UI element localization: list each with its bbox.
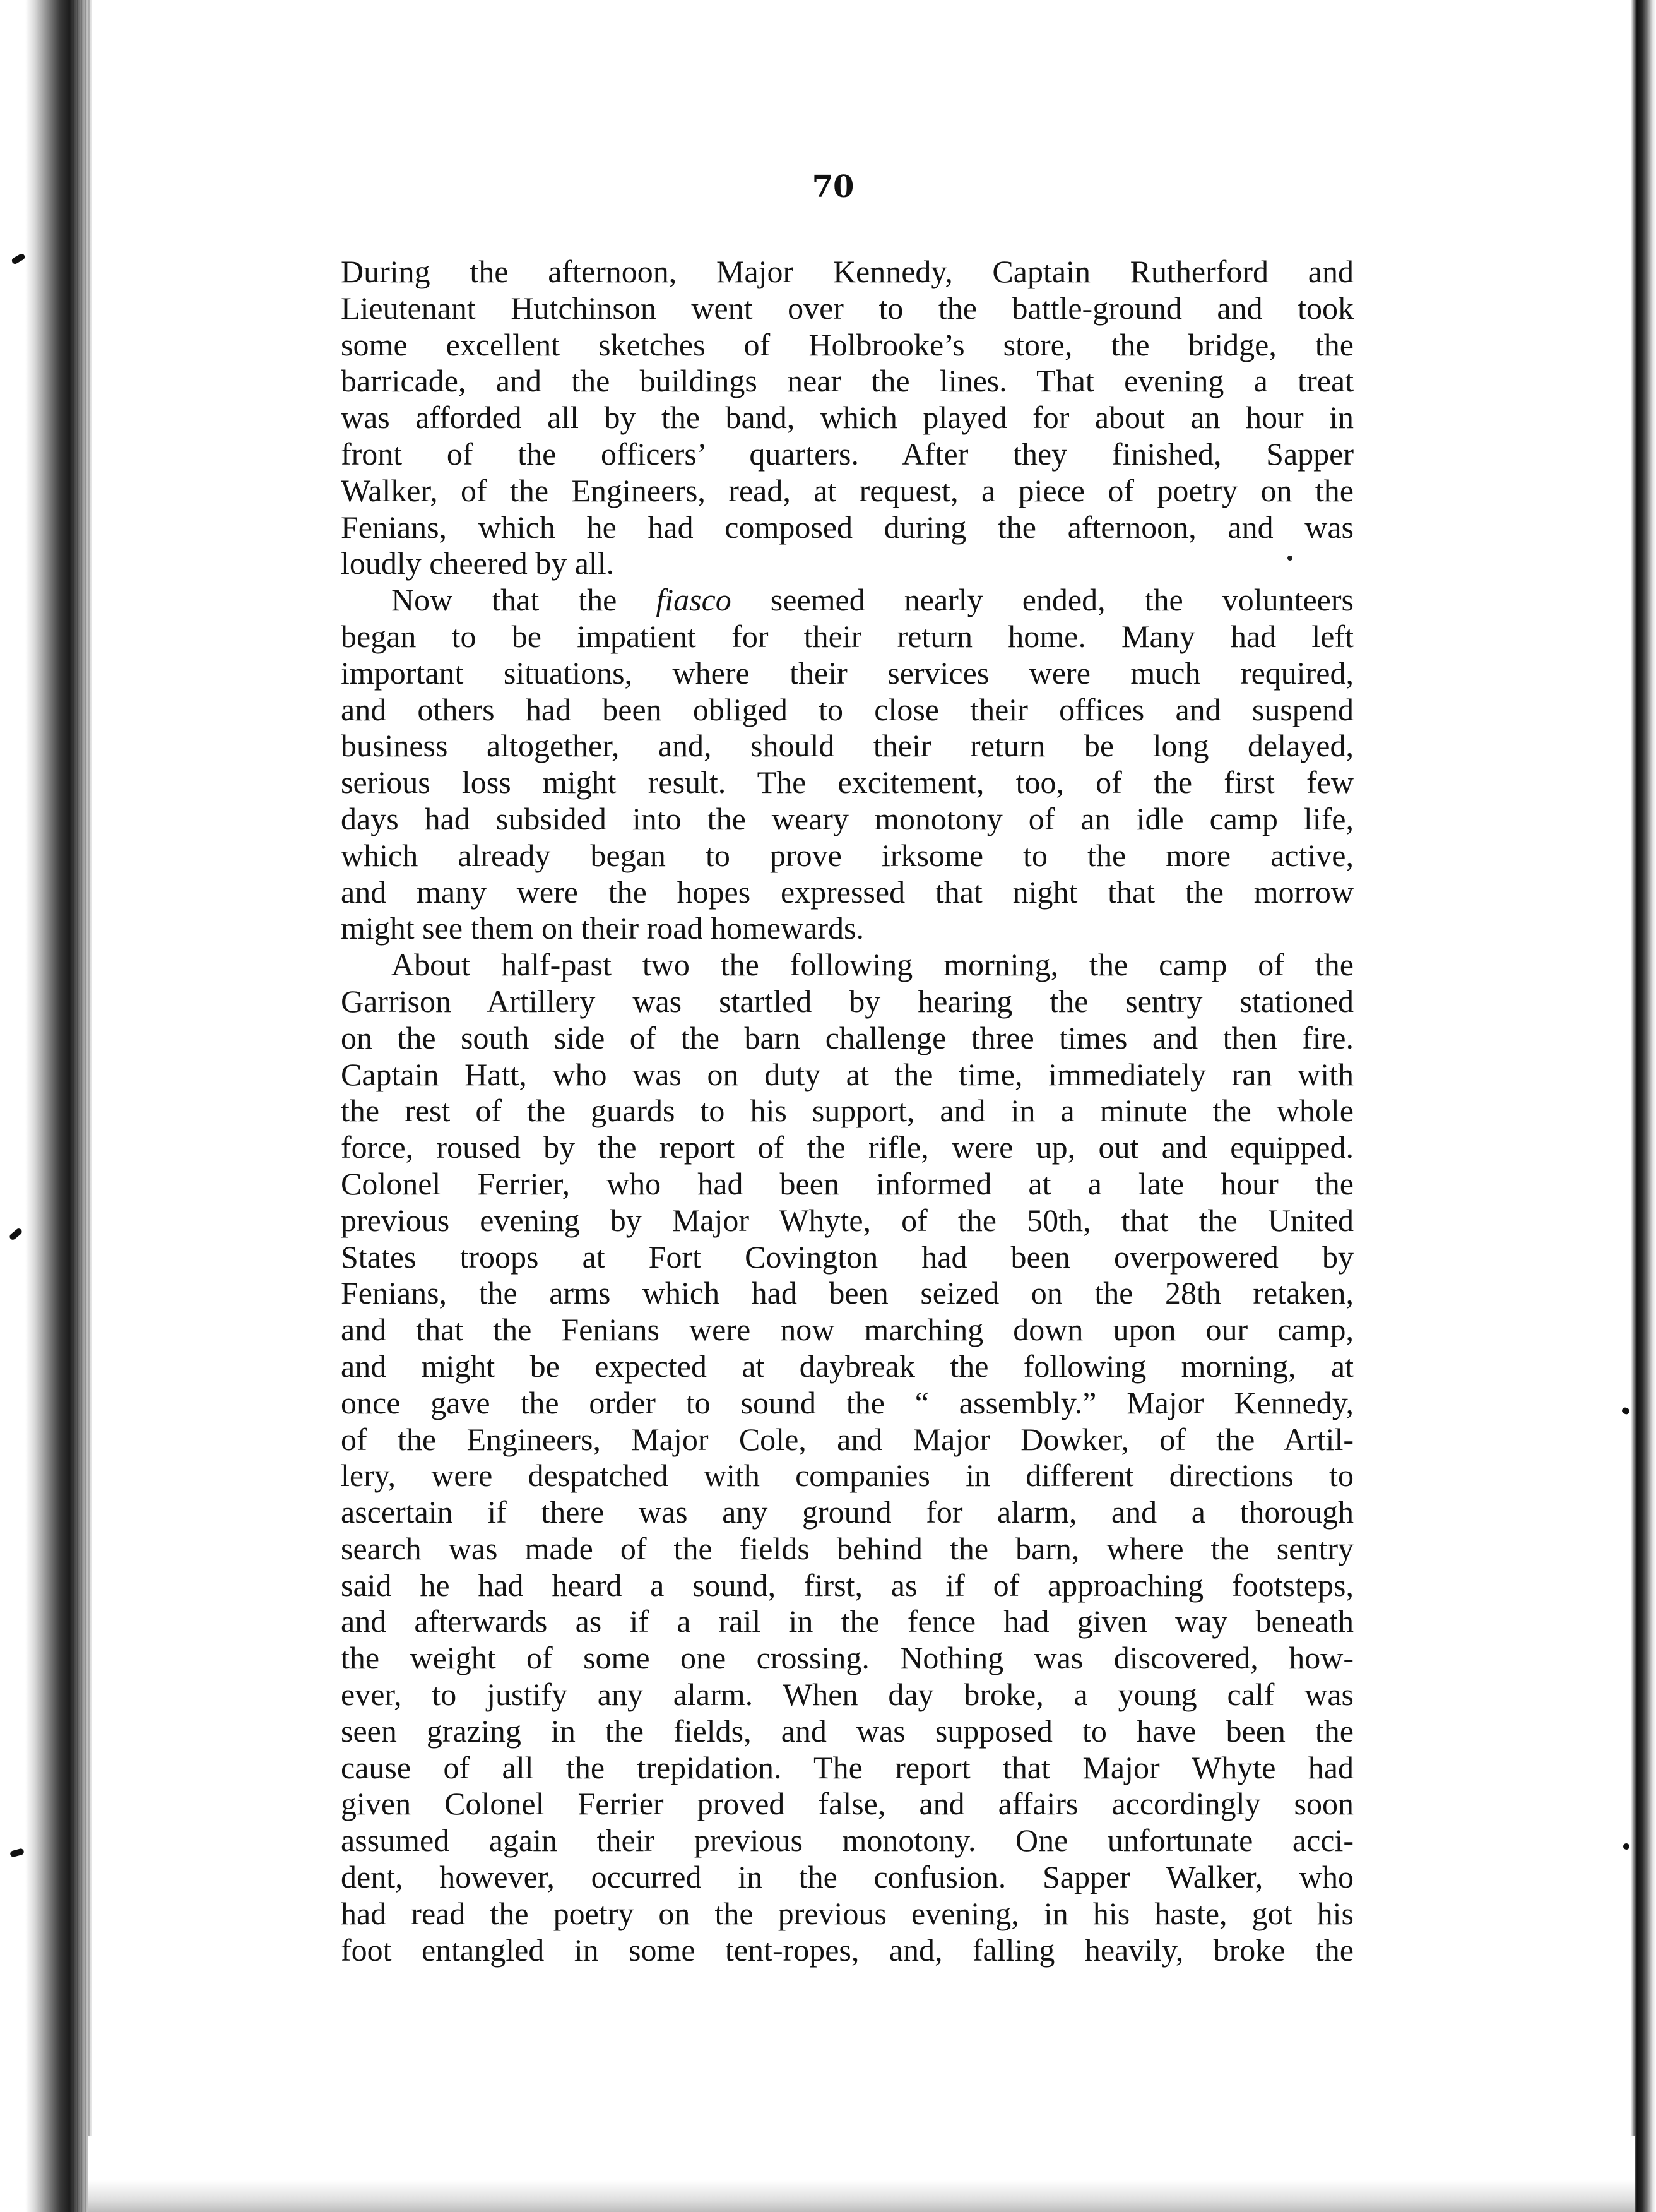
text-line: of the Engineers, Major Cole, and Major Dowker, of the Artil- [341, 1421, 1354, 1457]
text-line: States troops at Fort Covington had been overpowered by [341, 1239, 1354, 1275]
text-line: which already began to prove irksome to the more active, [341, 837, 1354, 873]
text-line: Walker, of the Engineers, read, at request, a piece of poetry on the [341, 472, 1354, 508]
text-line: barricade, and the buildings near the lines. That evening a treat [341, 363, 1354, 399]
text-line: the weight of some one crossing. Nothing was discovered, how- [341, 1640, 1354, 1676]
text-line: cause of all the trepidation. The report that Major Whyte had [341, 1749, 1354, 1785]
ink-speck [1287, 556, 1292, 561]
page-number: 70 [812, 169, 855, 205]
text-line: was afforded all by the band, which played for about an hour in [341, 400, 1354, 436]
text-line: important situations, where their services were much required, [341, 655, 1354, 691]
text-line: force, roused by the report of the rifle, were up, out and equipped. [341, 1129, 1354, 1165]
text-line: previous evening by Major Whyte, of the 50th, that the United [341, 1202, 1354, 1238]
text-line: serious loss might result. The excitement, too, of the first few [341, 764, 1354, 800]
text-fragment: Now that the [391, 582, 656, 618]
text-line: and might be expected at daybreak the following morning, at [341, 1348, 1354, 1384]
text-line: days had subsided into the weary monotony of an idle camp life, [341, 800, 1354, 836]
text-line: foot entangled in some tent-ropes, and, falling heavily, broke the [341, 1932, 1354, 1968]
text-line: seen grazing in the fields, and was supposed to have been the [341, 1713, 1354, 1749]
text-line: dent, however, occurred in the confusion. Sapper Walker, who [341, 1859, 1354, 1895]
text-line: some excellent sketches of Holbrooke’s store, the bridge, the [341, 326, 1354, 362]
text-fragment: seemed nearly ended, the volunteers [731, 582, 1354, 618]
text-line: said he had heard a sound, first, as if of approaching footsteps, [341, 1567, 1354, 1603]
text-line: search was made of the fields behind the barn, where the sentry [341, 1530, 1354, 1566]
text-line: Fenians, which he had composed during the afternoon, and was [341, 509, 1354, 545]
text-line: Captain Hatt, who was on duty at the time, immediately ran with [341, 1056, 1354, 1092]
text-line: business altogether, and, should their return be long delayed, [341, 728, 1354, 764]
text-line: Colonel Ferrier, who had been informed at a late hour the [341, 1165, 1354, 1201]
text-line: About half-past two the following morning, the camp of the [391, 947, 1354, 983]
text-line: ascertain if there was any ground for alarm, and a thorough [341, 1494, 1354, 1530]
body-text [341, 254, 1354, 1968]
italic-word: fiasco [656, 582, 731, 618]
bottom-shadow [88, 2136, 1635, 2212]
paragraph-3 [341, 947, 1354, 1968]
text-line: lery, were despatched with companies in different directions to [341, 1458, 1354, 1494]
text-line: Fenians, the arms which had been seized on the 28th retaken, [341, 1275, 1354, 1311]
text-line: and afterwards as if a rail in the fence had given way beneath [341, 1603, 1354, 1639]
text-line: Lieutenant Hutchinson went over to the battle-ground and took [341, 290, 1354, 326]
paragraph-2 [341, 582, 1354, 947]
text-line: Garrison Artillery was startled by hearing the sentry stationed [341, 983, 1354, 1019]
text-line: assumed again their previous monotony. One unfortunate acci- [341, 1823, 1354, 1858]
margin-mark [1621, 1406, 1631, 1415]
text-line: loudly cheered by all. [341, 545, 615, 581]
text-line: given Colonel Ferrier proved false, and affairs accordingly soon [341, 1786, 1354, 1822]
text-line: began to be impatient for their return home. Many had left [341, 618, 1354, 654]
text-line: and many were the hopes expressed that night that the morrow [341, 874, 1354, 910]
text-line: the rest of the guards to his support, and in a minute the whole [341, 1093, 1354, 1129]
text-line: front of the officers’ quarters. After they finished, Sapper [341, 436, 1354, 472]
text-line: once gave the order to sound the “ assembly.” Major Kennedy, [341, 1384, 1354, 1420]
paragraph-1 [341, 254, 1354, 582]
text-line: had read the poetry on the previous evening, in his haste, got his [341, 1895, 1354, 1931]
text-line: on the south side of the barn challenge three times and then fire. [341, 1020, 1354, 1055]
text-line: might see them on their road homewards. [341, 910, 864, 946]
text-line: and that the Fenians were now marching down upon our camp, [341, 1312, 1354, 1348]
text-line: During the afternoon, Major Kennedy, Captain Rutherford and [341, 254, 1354, 289]
text-line [341, 582, 1354, 619]
gutter-page-edges [71, 0, 90, 2212]
margin-mark [1623, 1843, 1630, 1850]
right-page-edge [1631, 0, 1656, 2212]
text-line: ever, to justify any alarm. When day broke, a young calf was [341, 1677, 1354, 1713]
text-line: and others had been obliged to close their offices and suspend [341, 691, 1354, 727]
